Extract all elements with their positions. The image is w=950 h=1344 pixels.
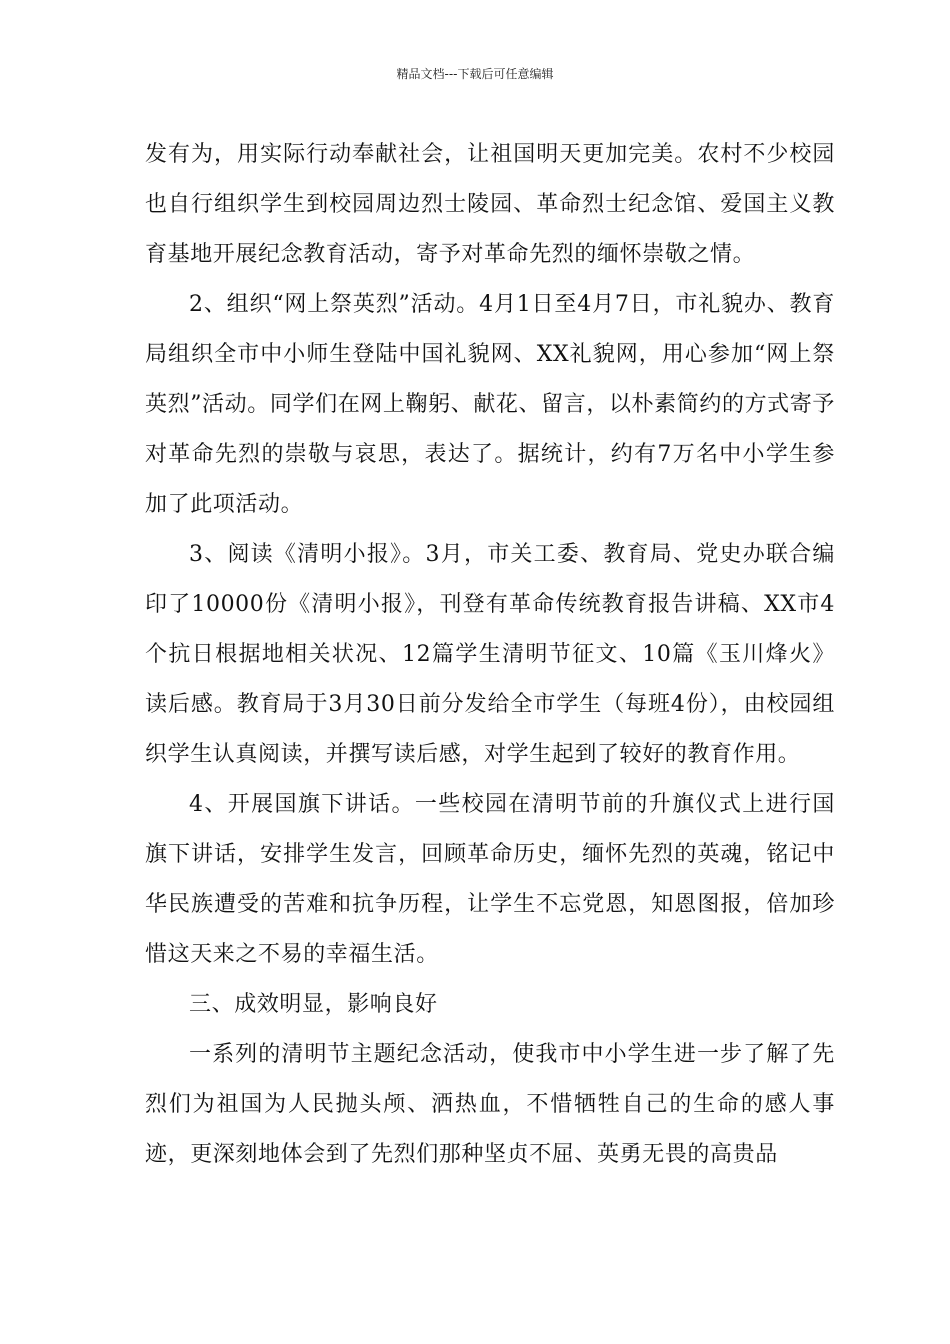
page-header: 精品文档---下载后可任意编辑 (396, 67, 554, 81)
paragraph-flag-speech: 4、开展国旗下讲话。一些校园在清明节前的升旗仪式上进行国旗下讲话，安排学生发言，回顾革命历史，缅怀先烈的英魂，铭记中华民族遭受的苦难和抗争历程，让学生不忘党恩，知恩图报，倍加珍惜这天来之不易的幸福生活。 (145, 792, 835, 967)
paragraph-qingming-newspaper: 3、阅读《清明小报》。3月，市关工委、教育局、党史办联合编印了10000份《清明小报》，刊登有革命传统教育报告讲稿、XX市4个抗日根据地相关状况、12篇学生清明节征文、10篇《玉川烽火》读后感。教育局于3月30日前分发给全市学生（每班4份），由校园组织学生认真阅读，并撰写读后感，对学生起到了较好的教育作用。 (145, 542, 835, 767)
paragraph-results: 一系列的清明节主题纪念活动，使我市中小学生进一步了解了先烈们为祖国为人民抛头颅、洒热血，不惜牺牲自己的生命的感人事迹，更深刻地体会到了先烈们那种坚贞不屈、英勇无畏的高贵品 (145, 1042, 835, 1167)
section-heading-results: 三、成效明显，影响良好 (189, 992, 438, 1017)
paragraph-continuation: 发有为，用实际行动奉献社会，让祖国明天更加完美。农村不少校园也自行组织学生到校园周边烈士陵园、革命烈士纪念馆、爱国主义教育基地开展纪念教育活动，寄予对革命先烈的缅怀崇敬之情。 (145, 142, 835, 267)
document-body (145, 130, 835, 1180)
paragraph-online-memorial: 2、组织“网上祭英烈”活动。4月1日至4月7日，市礼貌办、教育局组织全市中小师生登陆中国礼貌网、XX礼貌网，用心参加“网上祭英烈”活动。同学们在网上鞠躬、献花、留言，以朴素简约的方式寄予对革命先烈的崇敬与哀思，表达了。据统计，约有7万名中小学生参加了此项活动。 (145, 292, 835, 517)
